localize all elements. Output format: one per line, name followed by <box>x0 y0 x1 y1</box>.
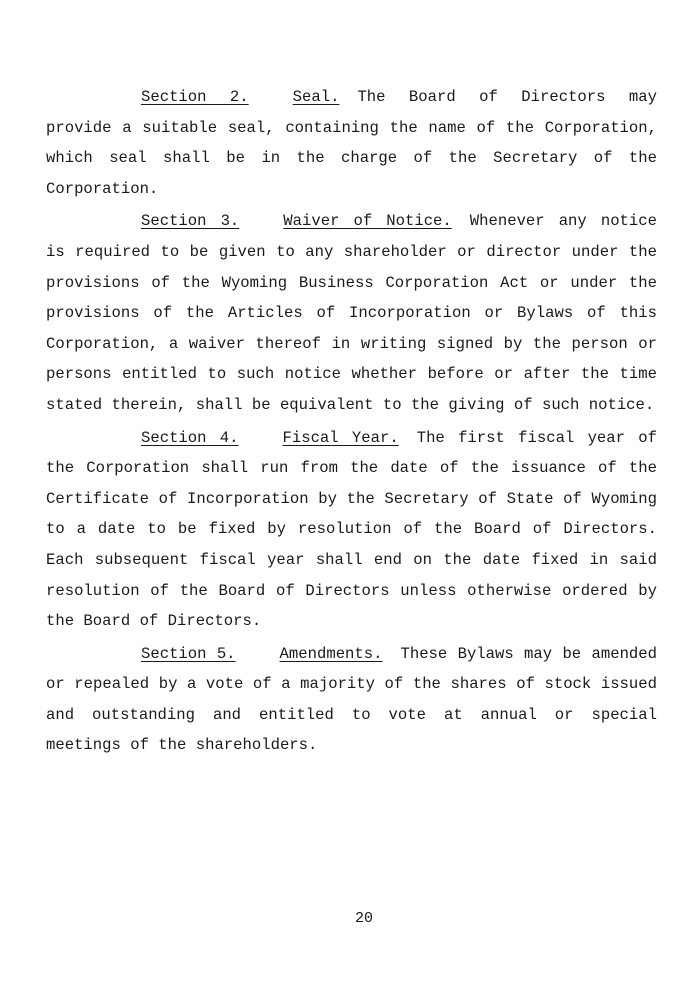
section-5-text: These Bylaws may be amended or repealed by a vote of a majority of the shares of stock issued and outstanding and entitled to vote at annual or special meetings of the shareholders. <box>46 644 657 755</box>
section-3-paragraph <box>46 206 657 420</box>
section-4-number: Section 4. <box>141 428 239 447</box>
section-5-number: Section 5. <box>141 644 236 663</box>
section-4-title: Fiscal Year. <box>282 428 399 447</box>
section-5-paragraph <box>46 639 657 761</box>
section-4-paragraph <box>46 423 657 637</box>
bylaws-body <box>46 82 657 763</box>
section-3-number: Section 3. <box>141 212 240 231</box>
section-5-title: Amendments. <box>279 644 383 663</box>
section-2-number: Section 2. <box>141 88 249 106</box>
section-3-text: Whenever any notice is required to be given to any shareholder or director under the provisions of the Wyoming Business Corporation Act or under the provisions of the Articles of Incorporation or Bylaws of this Corporation, a waiver thereof in writing signed by the person or persons entitled to such notice whether before or after the time stated therein, shall be equivalent to the giving of such notice. <box>46 212 657 414</box>
section-2-title: Seal. <box>292 88 340 106</box>
page-number: 20 <box>354 910 373 927</box>
section-2-paragraph <box>46 82 657 204</box>
section-4-text: The first fiscal year of the Corporation shall run from the date of the issuance of the Certificate of Incorporation by the Secretary of State of Wyoming to a date to be fixed by resolution of the Board of Directors. Each subsequent fiscal year shall end on the date fixed in said resolution of the Board of Directors unless otherwise ordered by the Board of Directors. <box>46 428 657 631</box>
section-2-text: The Board of Directors may provide a suitable seal, containing the name of the Corporation, which seal shall be in the charge of the Secretary of the Corporation. <box>46 88 657 198</box>
section-3-title: Waiver of Notice. <box>283 212 452 231</box>
